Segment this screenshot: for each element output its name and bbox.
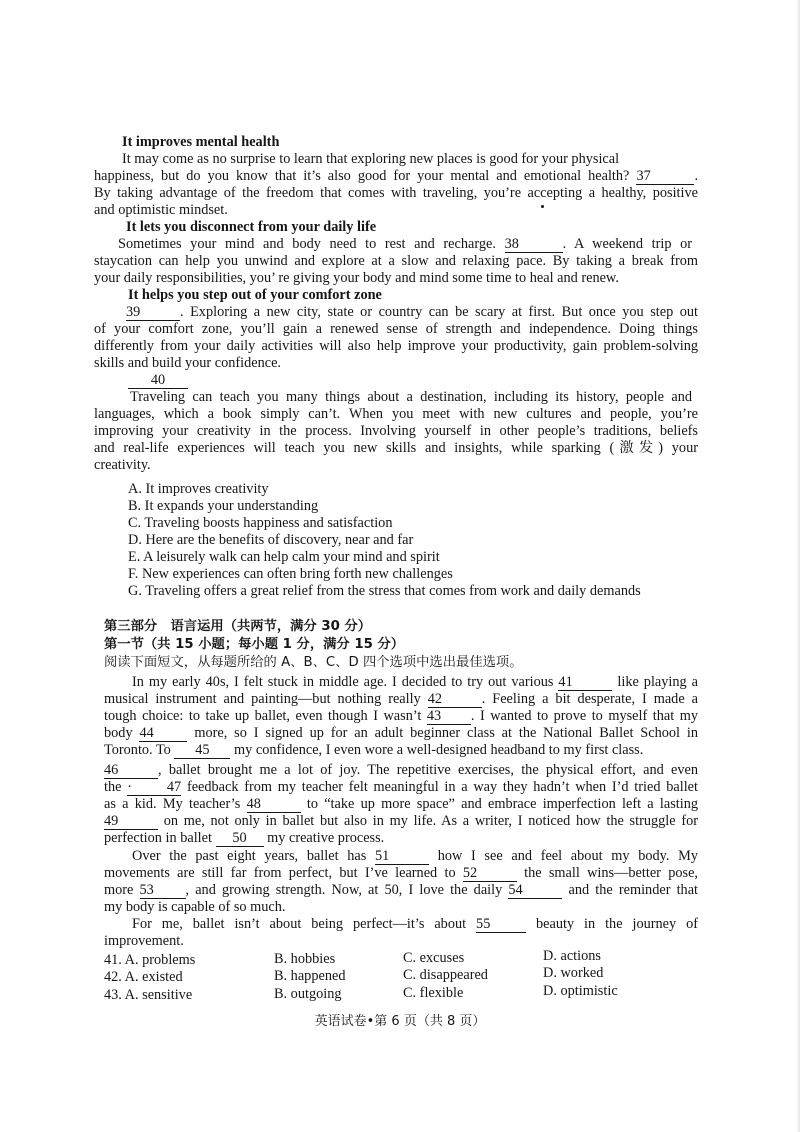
q41-option-a[interactable]: 41. A. problems [104,952,196,968]
q43-option-a[interactable]: 43. A. sensitive [104,987,193,1003]
text-line: languages, which a book simply can’t. When you meet with new cultures and people, you’re [94,406,698,422]
blank-54[interactable]: 54 [508,883,562,899]
text-line: 46 , ballet brought me a lot of joy. The repetitive exercises, the physical effort, and even [104,762,698,778]
blank-42[interactable]: 42 [428,692,482,708]
text-line: skills and build your confidence. [94,355,282,371]
text-line: perfection in ballet 50 my creative process. [104,830,385,846]
text-line: as a kid. My teacher’s 48 to “take up more space” and embrace imperfection left a lasting [104,796,699,812]
text-line: the · 47 feedback from my teacher felt meaningful in a way they hadn’t when I’d tried ballet [104,779,698,795]
q43-option-c[interactable]: C. flexible [403,985,464,1001]
blank-52[interactable]: 52 [463,866,517,882]
part3-instruction: 阅读下面短文，从每题所给的 A、B、C、D 四个选项中选出最佳选项。 [104,655,523,670]
blank-51[interactable]: 51 [375,849,429,865]
ink-speck [541,205,544,208]
text-line: your daily responsibilities, you’ re giving your body and mind some time to heal and renew. [94,270,619,286]
blank-44[interactable]: 44 [139,726,187,742]
blank-49[interactable]: 49 [104,814,158,830]
text-line: musical instrument and painting—but nothing really 42 . Feeling a bit desperate, I made a [104,691,698,707]
option-f: F. New experiences can often bring forth new challenges [128,566,453,582]
blank-55[interactable]: 55 [476,917,526,933]
blank-50[interactable]: 50 [216,831,264,847]
blank-46[interactable]: 46 [104,763,158,779]
text-line: 49 on me, not only in ballet but also in my life. As a writer, I noticed how the struggle for [104,813,698,829]
heading-comfort-zone: It helps you step out of your comfort zone [128,287,382,303]
page-footer: 英语试卷•第 6 页（共 8 页） [314,1014,486,1029]
text-line: body 44 more, so I signed up for an adult beginner class at the National Ballet School in [104,725,698,741]
text-line: Toronto. To 45 my confidence, I even wore a well-designed headband to my first class. [104,742,644,758]
blank-37[interactable]: 37 [636,169,694,185]
option-b: B. It expands your understanding [128,498,319,514]
option-e: E. A leisurely walk can help calm your mind and spirit [128,549,440,565]
text-line: staycation can help you unwind and explore at a slow and relaxing pace. By taking a break from [94,253,698,269]
q43-option-b[interactable]: B. outgoing [274,986,342,1002]
q42-option-b[interactable]: B. happened [274,968,346,984]
text-line: more 53 , and growing strength. Now, at 50, I love the daily 54 and the reminder that [104,882,699,898]
text-line: By taking advantage of the freedom that comes with traveling, you’re accepting a healthy, positive [94,185,698,201]
option-a: A. It improves creativity [128,481,269,497]
text-line: Sometimes your mind and body need to rest and recharge. 38 . A weekend trip or [118,236,693,252]
option-g: G. Traveling offers a great relief from the stress that comes from work and daily demands [128,583,641,599]
q42-option-c[interactable]: C. disappeared [403,967,488,983]
text-line: my body is capable of so much. [104,899,286,915]
blank-40[interactable]: 40 [128,373,188,389]
text-line: differently from your daily activities will also help improve your productivity, gain problem-solving [94,338,698,354]
blank-47[interactable]: · 47 [127,779,182,795]
blank-40-line [128,372,732,389]
text-line: Over the past eight years, ballet has 51 how I see and feel about my body. My [132,848,698,864]
q42-option-d[interactable]: D. worked [543,965,604,981]
blank-41[interactable]: 41 [558,675,612,691]
text-line: tough choice: to take up ballet, even though I wasn’t 43 . I wanted to prove to myself that my [104,708,698,724]
q42-option-a[interactable]: 42. A. existed [104,969,183,985]
text-line: creativity. [94,457,151,473]
option-d: D. Here are the benefits of discovery, near and far [128,532,414,548]
text-line: 39 . Exploring a new city, state or country can be scary at first. But once you step out [126,304,698,320]
blank-45[interactable]: 45 [174,743,230,759]
text-line: improvement. [104,933,184,949]
text-line: In my early 40s, I felt stuck in middle age. I decided to try out various 41 like playing a [132,674,698,690]
part3-heading: 第三部分 语言运用（共两节，满分 30 分） [104,619,372,634]
part3-subheading: 第一节（共 15 小题；每小题 1 分，满分 15 分） [104,637,405,652]
text-line: Traveling can teach you many things about a destination, including its history, people and [130,389,692,405]
scan-edge-shadow [796,0,800,1132]
blank-53[interactable]: 53 [140,883,186,899]
blank-38[interactable]: 38 [505,237,563,253]
heading-disconnect: It lets you disconnect from your daily life [126,219,377,235]
q43-option-d[interactable]: D. optimistic [543,983,618,999]
blank-43[interactable]: 43 [427,709,471,725]
text-line: It may come as no surprise to learn that exploring new places is good for your physical [122,151,620,167]
text-line: and optimistic mindset. [94,202,228,218]
option-c: C. Traveling boosts happiness and satisfaction [128,515,393,531]
q41-option-c[interactable]: C. excuses [403,950,465,966]
q41-option-d[interactable]: D. actions [543,948,601,964]
text-line: happiness, but do you know that it’s also good for your mental and emotional health? 37 . [94,168,699,184]
text-line: For me, ballet isn’t about being perfect—it’s about 55 beauty in the journey of [132,916,698,932]
blank-48[interactable]: 48 [247,797,301,813]
heading-mental-health: It improves mental health [122,134,280,150]
q41-option-b[interactable]: B. hobbies [274,951,336,967]
text-line: improving your creativity in the process. Involving yourself in other people’s traditions, beliefs [94,423,698,439]
text-line: movements are still far from perfect, but I’ve learned to 52 the small wins—better pose, [104,865,698,881]
text-line: of your comfort zone, you’ll gain a renewed sense of strength and independence. Doing things [94,321,698,337]
text-line: and real-life experiences will teach you new skills and insights, while sparking (激发) your [94,440,698,456]
blank-39[interactable]: 39 [126,305,180,321]
